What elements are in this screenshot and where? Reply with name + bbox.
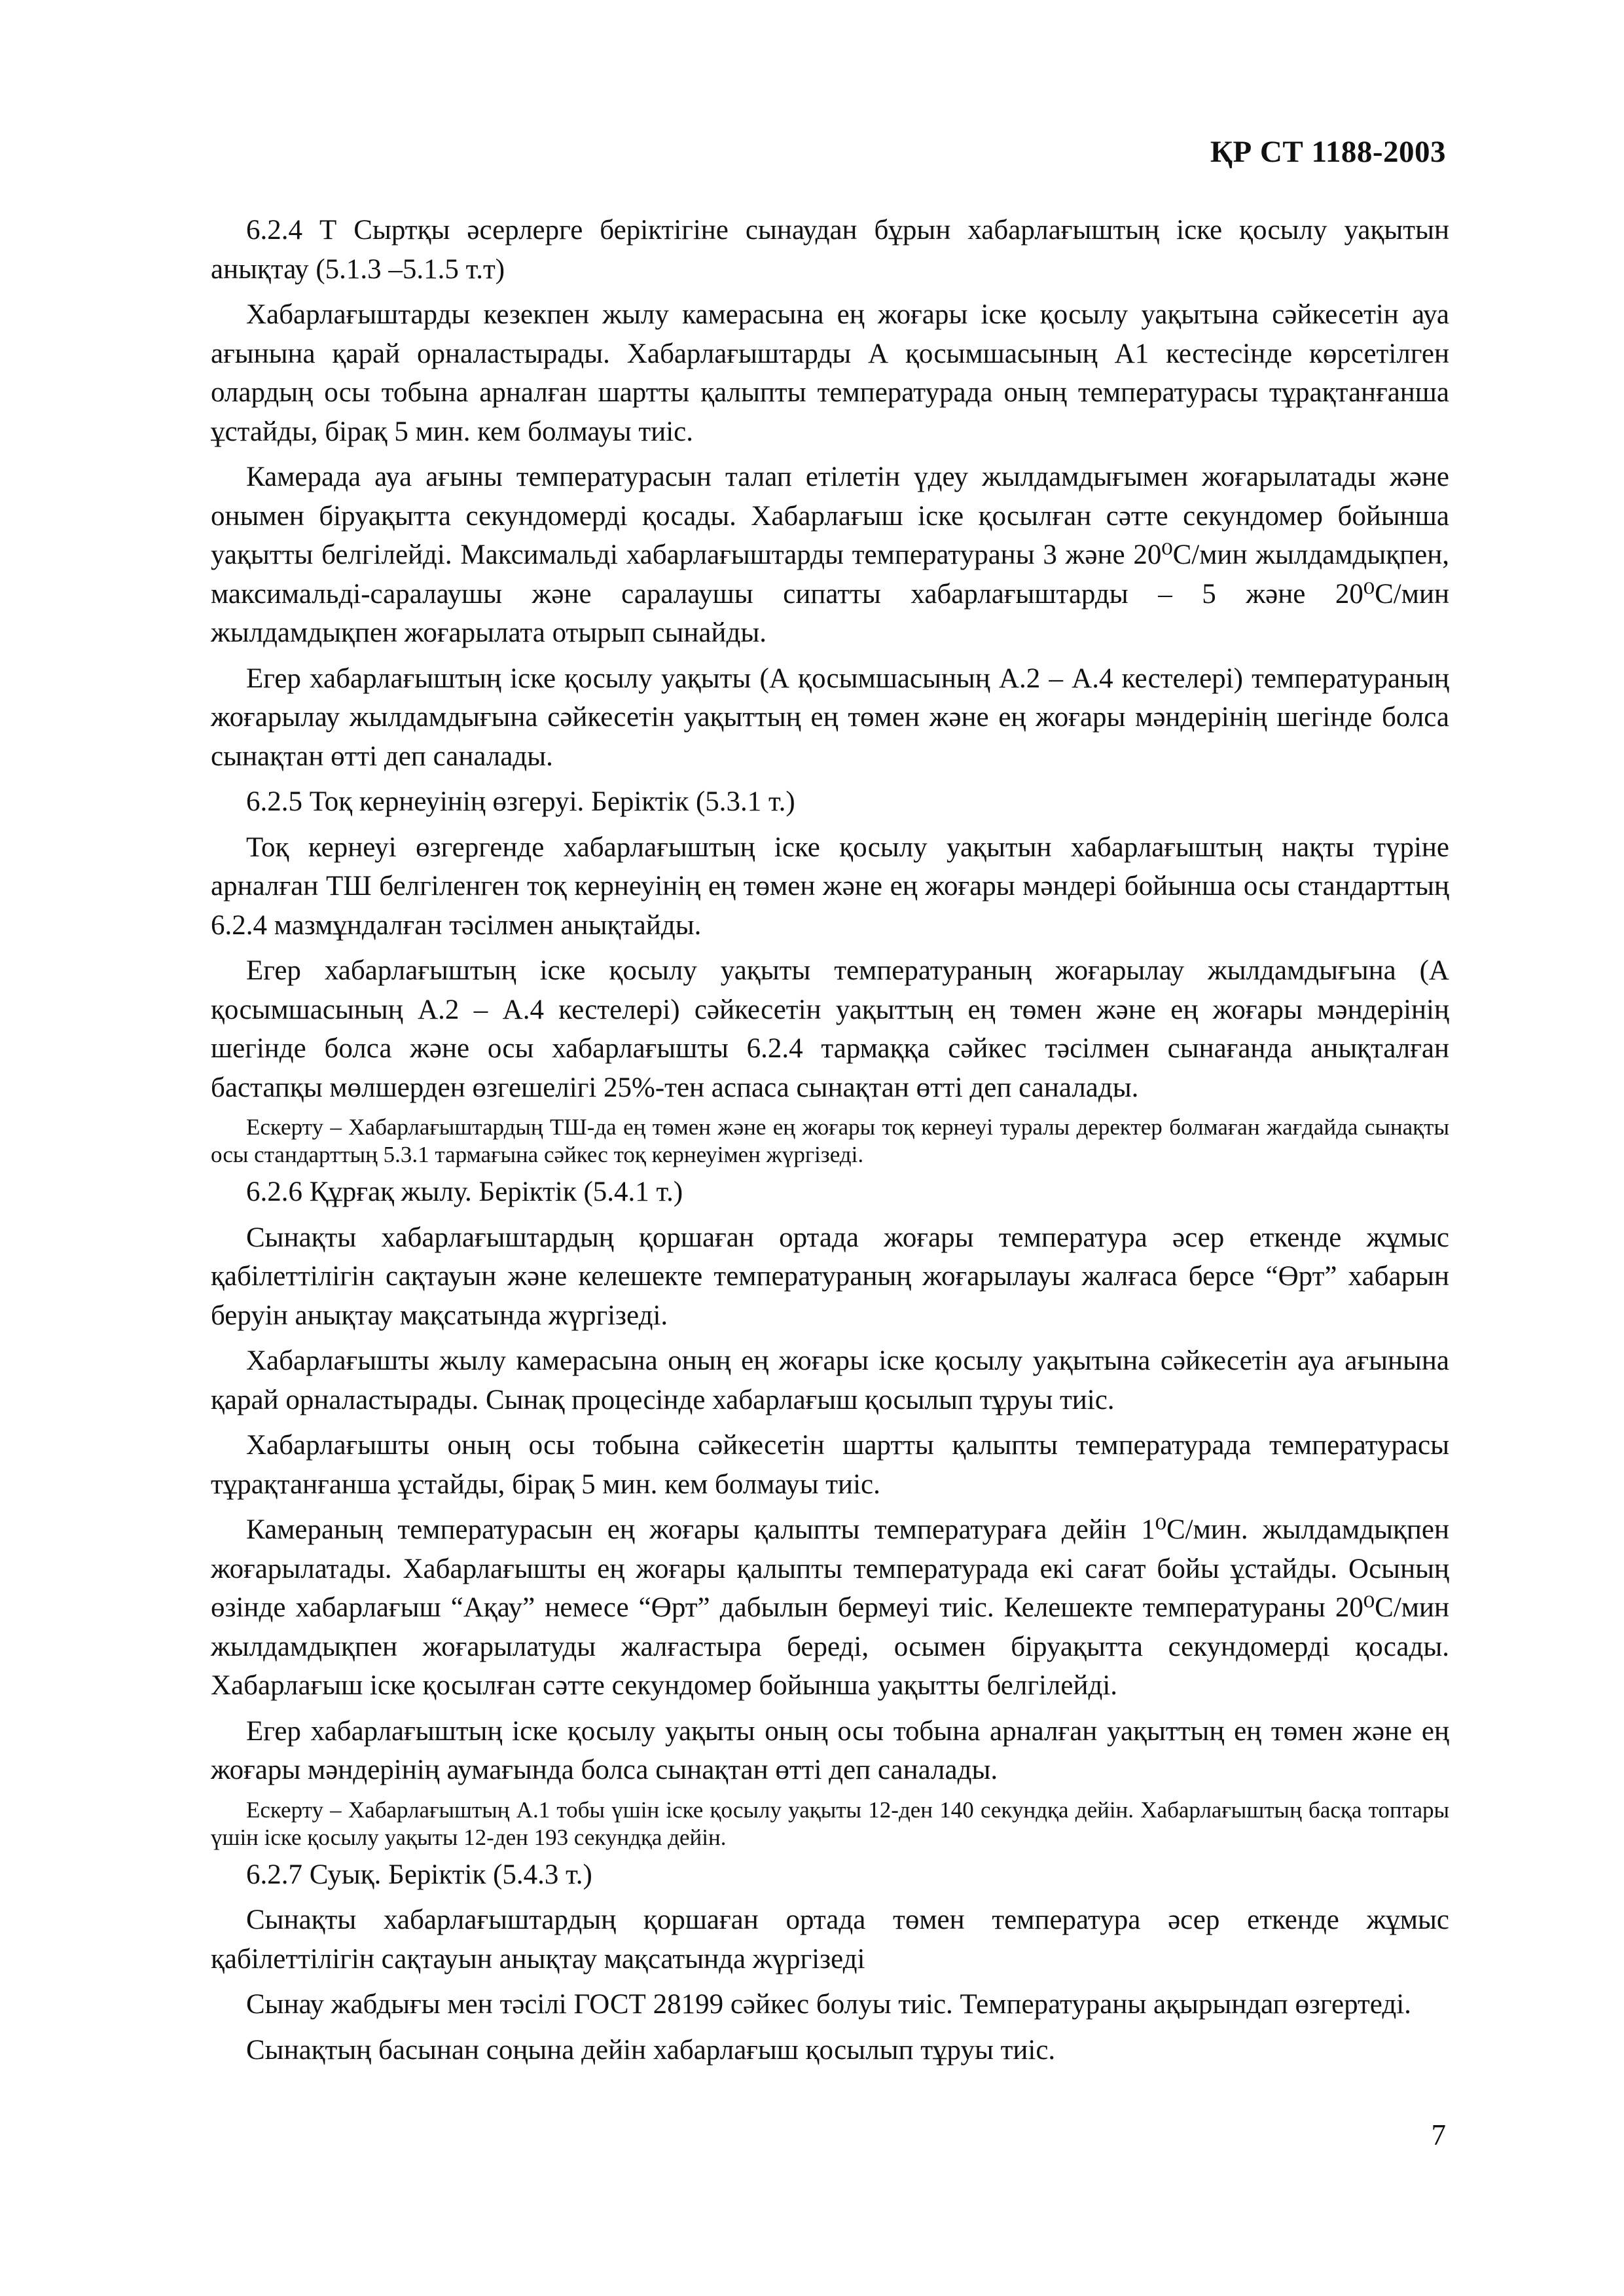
paragraph: Камераның температурасын ең жоғары қалыпты температураға дейін 1⁰С/мин. жылдамдықпен жоғарылатады. Хабарлағышты ең жоғары қалыпты температурада екі сағат бойы ұстайды. Осының өзінде хабарлағыш “Ақау” немесе “Өрт” дабылын бермеуі тиіс. Келешекте температураны 20⁰С/мин жылдамдықпен жоғарылатуды жалғастыра береді, осымен біруақытта секундомерді қосады. Хабарлағыш іске қосылған сәтте секундомер бойынша уақытты белгілейді. (211, 1514, 1449, 1701)
page-number: 7 (1431, 2119, 1446, 2151)
paragraph: Сынау жабдығы мен тәсілі ГОСТ 28199 сәйкес болуы тиіс. Температураны ақырындап өзгертеді. (246, 1989, 1411, 2020)
document-code-header: ҚР СТ 1188-2003 (1210, 135, 1446, 169)
paragraph: Хабарлағышты жылу камерасына оның ең жоғары іске қосылу уақытына сәйкесетін ауа ағынына қарай орналастырады. Сынақ процесінде хабарлағыш қосылып тұруы тиіс. (211, 1345, 1449, 1415)
paragraph: Егер хабарлағыштың іске қосылу уақыты (А қосымшасының А.2 – А.4 кестелері) температураның жоғарылау жылдамдығына сәйкесетін уақыттың ең төмен және ең жоғары мәндерінің шегінде болса сынақтан өтті деп саналады. (211, 663, 1449, 772)
paragraph: Сынақты хабарлағыштардың қоршаған ортада жоғары температура әсер еткенде жұмыс қабілеттілігін сақтауын және келешекте температураның жоғарылауы жалғаса берсе “Өрт” хабарын беруін анықтау мақсатында жүргізеді. (211, 1222, 1449, 1331)
note-paragraph: Ескерту – Хабарлағыштардың ТШ-да ең төмен және ең жоғары тоқ кернеуі туралы деректер болмаған жағдайда сынақты осы стандарттың 5.3.1 тармағына сәйкес тоқ кернеуімен жүргізеді. (211, 1114, 1449, 1167)
document-body (211, 211, 1449, 2076)
paragraph: Хабарлағышты оның осы тобына сәйкесетін шартты қалыпты температурада температурасы тұрақтанғанша ұстайды, бірақ 5 мин. кем болмауы тиіс. (211, 1430, 1449, 1500)
paragraph: Камерада ауа ағыны температурасын талап етілетін үдеу жылдамдығымен жоғарылатады және онымен біруақытта секундомерді қосады. Хабарлағыш іске қосылған сәтте секундомер бойынша уақытты белгілейді. Максимальді хабарлағыштарды температураны 3 және 20⁰С/мин жылдамдықпен, максимальді-саралаушы және саралаушы сипатты хабарлағыштарды – 5 және 20⁰С/мин жылдамдықпен жоғарылата отырып сынайды. (211, 462, 1449, 648)
note-paragraph: Ескерту – Хабарлағыштың А.1 тобы үшін іске қосылу уақыты 12-ден 140 секундқа дейін. Хабарлағыштың басқа топтары үшін іске қосылу уақыты 12-ден 193 секундқа дейін. (211, 1796, 1449, 1850)
paragraph: Хабарлағыштарды кезекпен жылу камерасына ең жоғары іске қосылу уақытына сәйкесетін ауа ағынына қарай орналастырады. Хабарлағыштарды А қосымшасының А1 кестесінде көрсетілген олардың осы тобына арналған шартты қалыпты температурада оның температурасы тұрақтанғанша ұстайды, бірақ 5 мин. кем болмауы тиіс. (211, 299, 1449, 447)
paragraph: Сынақты хабарлағыштардың қоршаған ортада төмен температура әсер еткенде жұмыс қабілеттілігін сақтауын анықтау мақсатында жүргізеді (211, 1904, 1449, 1975)
paragraph: Егер хабарлағыштың іске қосылу уақыты температураның жоғарылау жылдамдығына (А қосымшасының А.2 – А.4 кестелері) сәйкесетін уақыттың ең төмен және ең жоғары мәндерінің шегінде болса және осы хабарлағышты 6.2.4 тармаққа сәйкес тәсілмен сынағанда анықталған бастапқы мөлшерден өзгешелігі 25%-тен аспаса сынақтан өтті деп саналады. (211, 955, 1449, 1103)
paragraph: Сынақтың басынан соңына дейін хабарлағыш қосылып тұруы тиіс. (246, 2034, 1056, 2066)
paragraph: Тоқ кернеуі өзгергенде хабарлағыштың іске қосылу уақытын хабарлағыштың нақты түріне арналған ТШ белгіленген тоқ кернеуінің ең төмен және ең жоғары мәндері бойынша осы стандарттың 6.2.4 мазмұндалған тәсілмен анықтайды. (211, 831, 1449, 941)
paragraph-6-2-6-heading: 6.2.6 Құрғақ жылу. Беріктік (5.4.1 т.) (246, 1176, 683, 1207)
paragraph: Егер хабарлағыштың іске қосылу уақыты оның осы тобына арналған уақыттың ең төмен және ең жоғары мәндерінің аумағында болса сынақтан өтті деп саналады. (211, 1715, 1449, 1785)
paragraph-6-2-4-heading: 6.2.4 Т Сыртқы әсерлерге беріктігіне сынаудан бұрын хабарлағыштың іске қосылу уақытын анықтау (5.1.3 –5.1.5 т.т) (211, 215, 1449, 285)
paragraph-6-2-5-heading: 6.2.5 Тоқ кернеуінің өзгеруі. Беріктік (5.3.1 т.) (246, 786, 795, 817)
paragraph-6-2-7-heading: 6.2.7 Суық. Беріктік (5.4.3 т.) (246, 1859, 592, 1890)
